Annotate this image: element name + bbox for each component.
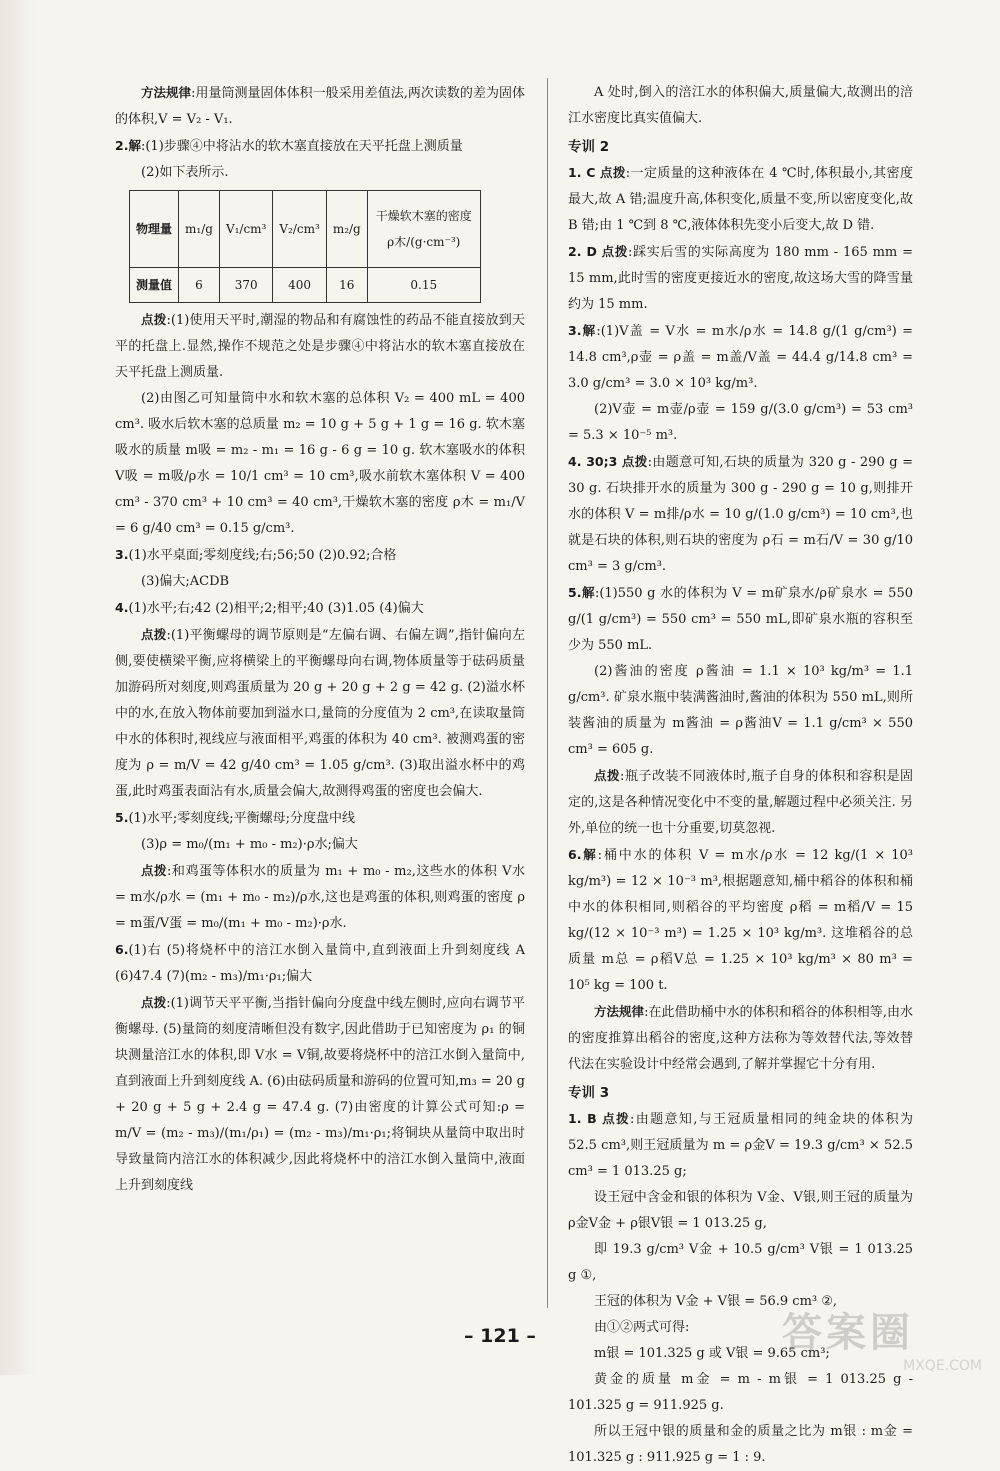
table-header-cell: V₂/cm³ [273, 191, 326, 268]
answer-3-part2: (3)偏大;ACDB [141, 574, 230, 589]
s3-line-5: 由①②两式可得: [594, 1320, 690, 1335]
s3-line-6: m银 = 101.325 g 或 V银 = 9.65 cm³; [594, 1346, 830, 1361]
s2-answer-3: 3.解:(1)V盖 = V水 = m水/ρ水 = 14.8 g/(1 g/cm³) = 14.8 cm³,ρ壶 = ρ盖 = m盖/V盖 = 44.4 g/14.8 cm³ = 3.0 g/cm³ = 3.0 × 10³ kg/m³. [568, 323, 913, 391]
table-header-row [130, 191, 481, 268]
measurement-table [129, 190, 481, 303]
s3-answer-1: 1. B 点拨:由题意知,与王冠质量相同的纯金块的体积为 52.5 cm³,则王冠质量为 m = ρ金V = 19.3 g/cm³ × 52.5 cm³ = 1 013.25 g; [568, 1111, 913, 1179]
table-cell: 测量值 [130, 268, 179, 303]
table-header-cell: m₁/g [179, 191, 220, 268]
table-cell: 6 [179, 268, 220, 303]
section-title-3: 专训 3 [568, 1085, 610, 1101]
right-column [568, 80, 913, 1471]
answer-2: 2.解:(1)步骤④中将沾水的软木塞直接放在天平托盘上测质量 [115, 138, 463, 154]
watermark-url: MXQE.COM [903, 1358, 982, 1374]
table-row [130, 268, 481, 303]
table-cell: 370 [219, 268, 272, 303]
s3-line-2: 设王冠中含金和银的体积为 V金、V银,则王冠的质量为 ρ金V金 + ρ银V银 = 1 013.25 g, [568, 1190, 913, 1231]
s2-answer-1: 1. C 点拨:一定质量的这种液体在 4 ℃时,体积最小,其密度最大,故 A 错;温度升高,体积变化,质量不变,所以密度变化,故 B 错;由 1 ℃到 8 ℃,液体体积先变小后变大,故 D 错. [568, 165, 913, 233]
answer-5-part2: (3)ρ = m₀/(m₁ + m₀ - m₂)·ρ水;偏大 [141, 837, 358, 852]
hint-5: 点拨:和鸡蛋等体积水的质量为 m₁ + m₀ - m₂,这些水的体积 V水 = m水/ρ水 = (m₁ + m₀ - m₂)/ρ水,这也是鸡蛋的体积,则鸡蛋的密度 ρ = m蛋/V蛋 = m₀/(m₁ + m₀ - m₂)·ρ水. [115, 863, 525, 931]
watermark-text: 答案圈 [782, 1310, 914, 1356]
table-header-cell: 物理量 [130, 191, 179, 268]
answer-6: 6.(1)右 (5)将烧杯中的涪江水倒入量筒中,直到液面上升到刻度线 A (6)47.4 (7)(m₂ - m₃)/m₁·ρ₁;偏大 [115, 942, 525, 984]
s2-answer-2: 2. D 点拨:踩实后雪的实际高度为 180 mm - 165 mm = 15 mm,此时雪的密度更接近水的密度,故这场大雪的降雪量约为 15 mm. [568, 244, 913, 312]
s3-line-3: 即 19.3 g/cm³ V金 + 10.5 g/cm³ V银 = 1 013.25 g ①, [568, 1242, 913, 1283]
left-column [115, 80, 525, 1199]
hint-2-part2: (2)由图乙可知量筒中水和软木塞的总体积 V₂ = 400 mL = 400 cm³. 吸水后软木塞的总质量 m₂ = 10 g + 5 g + 1 g = 16 g. 软木塞吸水的质量 m吸 = m₂ - m₁ = 16 g - 6 g = 10 g. 软木塞吸水的体积 V吸 = m吸/ρ水 = 10/1 cm³ = 10 cm³,吸水前软木塞体积 V = 400 cm³ - 370 cm³ + 10 cm³ = 40 cm³,干燥软木塞的密度 ρ木 = m₁/V = 6 g/40 cm³ = 0.15 g/cm³. [115, 391, 525, 536]
method-rule-2: 方法规律:在此借助桶中水的体积和稻谷的体积相等,由水的密度推算出稻谷的密度,这种方法称为等效替代法,等效替代法在实验设计中经常会遇到,了解并掌握它十分有用. [568, 1004, 913, 1072]
section-title-2: 专训 2 [568, 139, 610, 155]
s2-answer-3-part2: (2)V壶 = m壶/ρ壶 = 159 g/(3.0 g/cm³) = 53 cm³ = 5.3 × 10⁻⁵ m³. [568, 402, 913, 443]
answer-2-part2: (2)如下表所示. [141, 165, 229, 180]
s3-line-4: 王冠的体积为 V金 + V银 = 56.9 cm³ ②, [594, 1294, 838, 1309]
answer-5: 5.(1)水平;零刻度线;平衡螺母;分度盘中线 [115, 810, 356, 826]
s3-line-7: 黄金的质量 m金 = m - m银 = 1 013.25 g - 101.325 g = 911.925 g. [568, 1372, 913, 1413]
hint-4: 点拨:(1)平衡螺母的调节原则是“左偏右调、右偏左调”,指针偏向左侧,要使横梁平衡,应将横梁上的平衡螺母向右调,物体质量等于砝码质量加游码所对刻度,则鸡蛋质量为 20 g + 20 g + 2 g = 42 g. (2)溢水杯中的水,在放入物体前要加到溢水口,量筒的分度值为 2 cm³,在读取量筒中水的体积时,视线应与液面相平,鸡蛋的体积为 40 cm³. 被测鸡蛋的密度为 ρ = m/V = 42 g/40 cm³ = 1.05 g/cm³. (3)取出溢水杯中的鸡蛋,此时鸡蛋表面沾有水,质量会偏大,故测得鸡蛋的密度也会偏大. [115, 627, 525, 799]
watermark-logo [782, 1301, 982, 1374]
hint-6: 点拨:(1)调节天平平衡,当指针偏向分度盘中线左侧时,应向右调节平衡螺母. (5)量筒的刻度清晰但没有数字,因此借助于已知密度为 ρ₁ 的铜块测量涪江水的体积,即 V水 = V铜,故要将烧杯中的涪江水倒入量筒中,直到液面上升到刻度线 A. (6)由砝码质量和游码的位置可知,m₃ = 20 g + 20 g + 5 g + 2.4 g = 47.4 g. (7)由密度的计算公式可知:ρ = m/V = (m₂ - m₃)/(m₁/ρ₁) = (m₂ - m₃)/m₁·ρ₁;将铜块从量筒中取出时导致量筒内涪江水的体积减少,因此将烧杯中的涪江水倒入量筒中,液面上升到刻度线 [115, 995, 525, 1193]
table-cell: 0.15 [367, 268, 480, 303]
table-cell: 16 [326, 268, 367, 303]
method-rule-1: 方法规律:用量筒测量固体体积一般采用差值法,两次读数的差为固体的体积,V = V₂ - V₁. [115, 85, 525, 127]
s2-answer-4: 4. 30;3 点拨:由题意可知,石块的质量为 320 g - 290 g = 30 g. 石块排开水的质量为 300 g - 290 g = 10 g,则排开水的体积 V = m排/ρ水 = 10 g/(1.0 g/cm³) = 10 cm³,也就是石块的体积,则石块的密度为 ρ石 = m石/V = 30 g/10 cm³ = 3 g/cm³. [568, 454, 913, 574]
table-cell: 400 [273, 268, 326, 303]
column-divider [547, 78, 548, 1308]
answer-3: 3.(1)水平桌面;零刻度线;右;56;50 (2)0.92;合格 [115, 547, 397, 563]
s2-answer-5-part2: (2)酱油的密度 ρ酱油 = 1.1 × 10³ kg/m³ = 1.1 g/cm³. 矿泉水瓶中装满酱油时,酱油的体积为 550 mL,则所装酱油的质量为 m酱油 = ρ酱油V = 1.1 g/cm³ × 550 cm³ = 605 g. [568, 664, 913, 757]
answer-4: 4.(1)水平;右;42 (2)相平;2;相平;40 (3)1.05 (4)偏大 [115, 600, 424, 616]
page-edge-shadow [0, 0, 36, 1375]
table-header-cell: 干燥软木塞的密度 ρ木/(g·cm⁻³) [367, 191, 480, 268]
s3-line-8: 所以王冠中银的质量和金的质量之比为 m银 : m金 = 101.325 g : 911.925 g = 1 : 9. [568, 1424, 913, 1465]
s2-answer-5: 5.解:(1)550 g 水的体积为 V = m矿泉水/ρ矿泉水 = 550 g/(1 g/cm³) = 550 cm³ = 550 mL,即矿泉水瓶的容积至少为 550 mL. [568, 585, 913, 653]
hint-2: 点拨:(1)使用天平时,潮湿的物品和有腐蚀性的药品不能直接放到天平的托盘上.显然,操作不规范之处是步骤④中将沾水的软木塞直接放在天平托盘上测质量. [115, 312, 525, 380]
table-header-cell: V₁/cm³ [219, 191, 272, 268]
page-number: – 121 – [464, 1325, 536, 1347]
s2-hint-5: 点拨:瓶子改装不同液体时,瓶子自身的体积和容积是固定的,这是各种情况变化中不变的量,解题过程中必须关注. 另外,单位的统一也十分重要,切莫忽视. [568, 768, 913, 836]
s2-answer-6: 6.解:桶中水的体积 V = m水/ρ水 = 12 kg/(1 × 10³ kg/m³) = 12 × 10⁻³ m³,根据题意知,桶中稻谷的体积和桶中水的体积相同,则稻谷的平均密度 ρ稻 = m稻/V = 15 kg/(12 × 10⁻³ m³) = 1.25 × 10³ kg/m³. 这堆稻谷的总质量 m总 = ρ稻V总 = 1.25 × 10³ kg/m³ × 80 m³ = 10⁵ kg = 100 t. [568, 847, 913, 993]
table-header-cell: m₂/g [326, 191, 367, 268]
continued-text: A 处时,倒入的涪江水的体积偏大,质量偏大,故测出的涪江水密度比真实值偏大. [568, 85, 913, 126]
